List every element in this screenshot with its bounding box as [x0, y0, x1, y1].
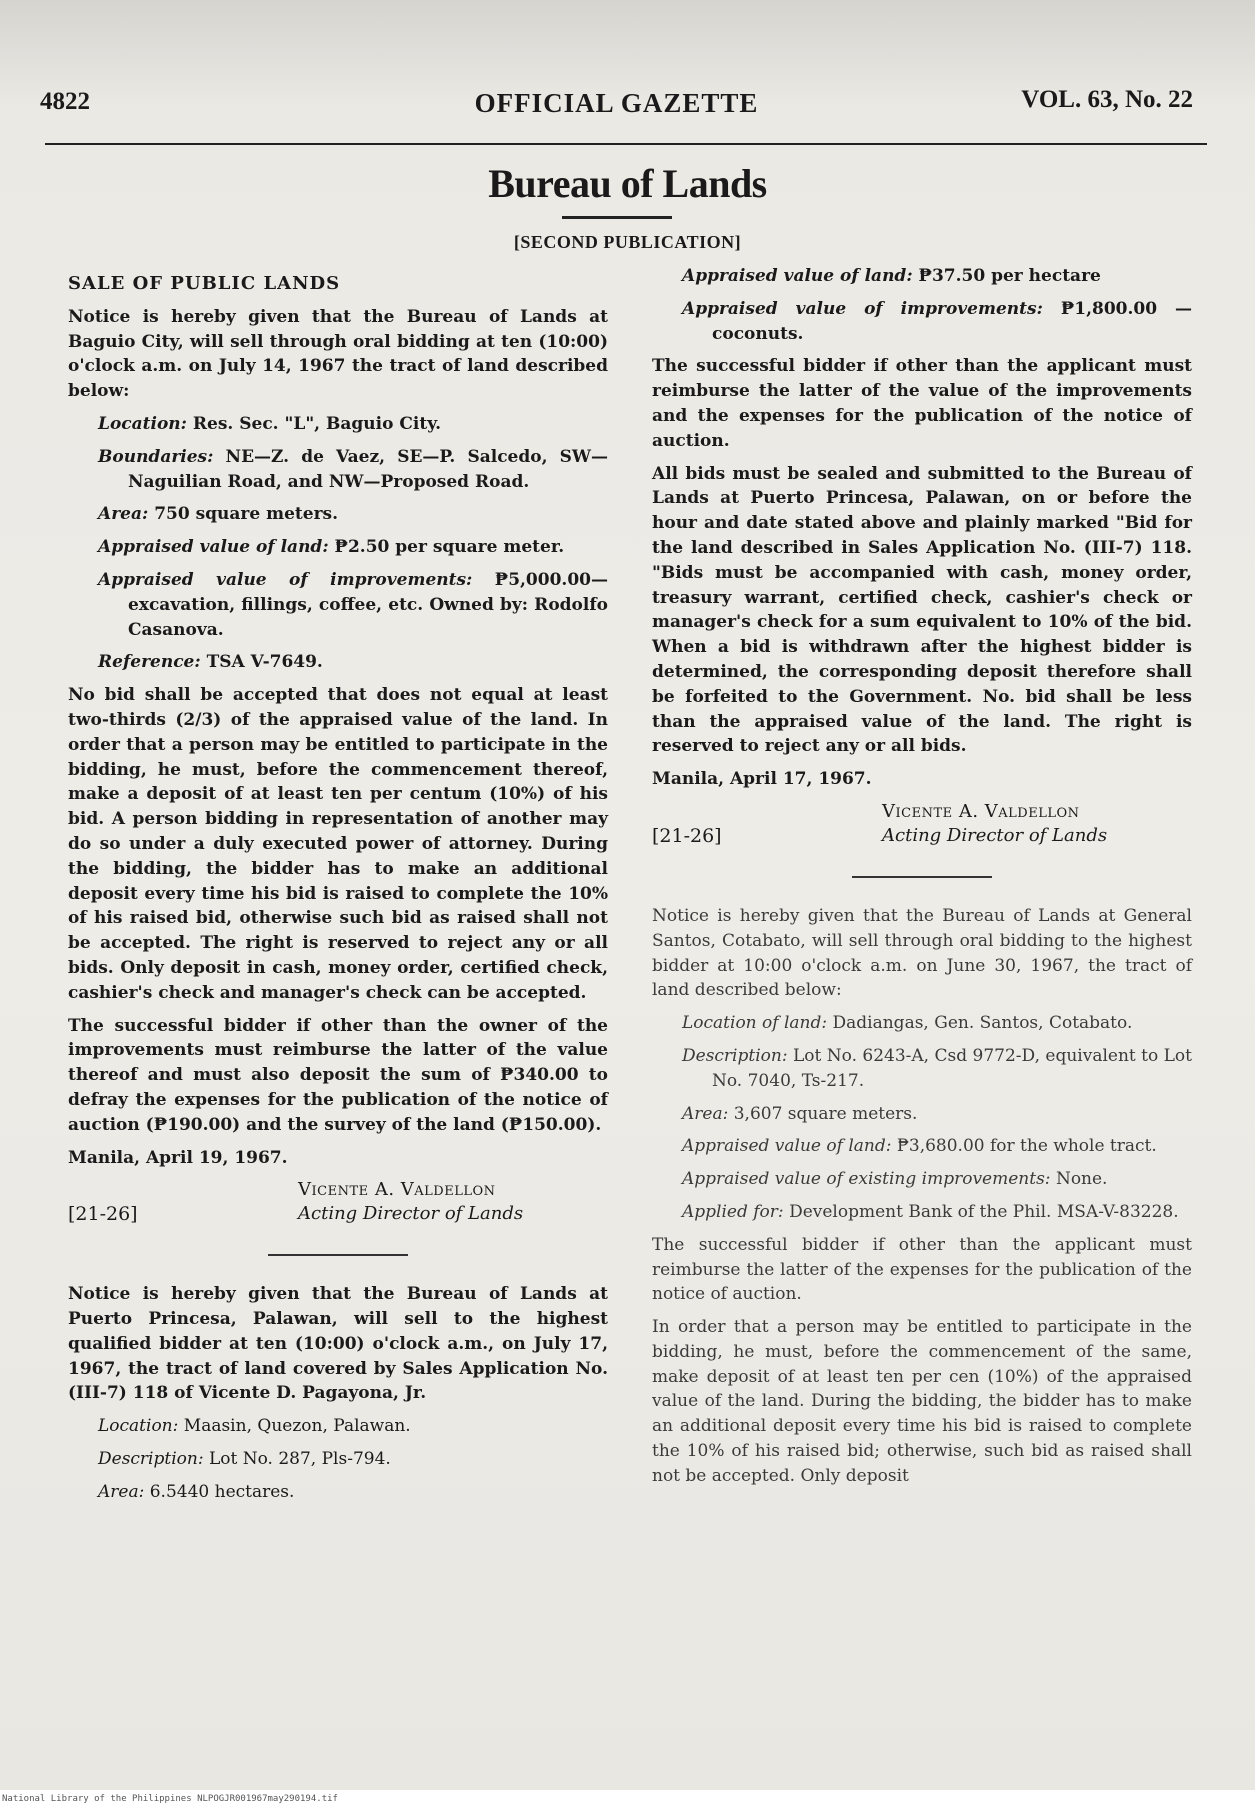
notice-date: Manila, April 19, 1967. [68, 1147, 288, 1168]
publication-run: [21-26] [652, 824, 722, 847]
sale-heading: SALE OF PUBLIC LANDS [68, 273, 341, 294]
improvements-value-line: Appraised value of improvements: ₱5,000.00—excavation, fillings, coffee, etc. Owned by: Rodolfo Casanova. [98, 569, 608, 640]
area-line: Area: 750 square meters. [98, 504, 339, 525]
publication-title: OFFICIAL GAZETTE [474, 88, 759, 118]
volume-number: VOL. 63, No. 22 [1021, 86, 1193, 113]
title-divider [562, 216, 672, 219]
publication-note: [SECOND PUBLICATION] [513, 232, 742, 252]
notice-separator [852, 876, 992, 878]
boundaries-line: Boundaries: NE—Z. de Vaez, SE—P. Salcedo, SW—Naguilian Road, and NW—Proposed Road. [98, 446, 609, 492]
reference-line: Reference: TSA V-7649. [98, 652, 323, 673]
palawan-improvements-value: Appraised value of improvements: ₱1,800.00 —coconuts. [682, 298, 1193, 344]
reimbursement-clause: The successful bidder if other than the owner of the improvements must reimburse the latter of the value thereof and must also deposit the sum of ₱340.00 to defray the expenses for the publication of the notice of auction (₱190.00) and the survey of the land (₱150.00). [68, 1015, 608, 1135]
section-heading: Bureau of Lands [488, 161, 767, 206]
right-column [652, 264, 1192, 1497]
cotabato-reimbursement: The successful bidder if other than the applicant must reimburse the latter of the expenses for the publication of the notice of auction. [652, 1234, 1192, 1305]
cotabato-applicant: Applied for: Development Bank of the Phil. MSA-V-83228. [682, 1201, 1179, 1222]
cotabato-description: Description: Lot No. 6243-A, Csd 9772-D, equivalent to Lot No. 7040, Ts-217. [682, 1045, 1192, 1091]
signatory-name: Vicente A. Valdellon [298, 1179, 496, 1201]
cotabato-notice: Notice is hereby given that the Bureau of Lands at General Santos, Cotabato, will sell through oral bidding to the highest bidder at 10:00 o'clock a.m. on June 30, 1967, the tract of land described below: [652, 905, 1192, 1001]
palawan-date: Manila, April 17, 1967. [652, 769, 872, 790]
notice-separator [268, 1254, 408, 1256]
signatory-title: Acting Director of Lands [882, 824, 1108, 846]
publication-run: [21-26] [68, 1203, 138, 1226]
signatory-name: Vicente A. Valdellon [882, 800, 1080, 822]
bid-conditions: No bid shall be accepted that does not equal at least two-thirds (2/3) of the appraised value of the land. In order that a person may be entitled to participate in the bidding, he must, before the commencement thereof, make a deposit of at least ten per centum (10%) of his bid. A person bidding in representation of another may do so under a duly executed power of attorney. During the bidding, the bidder has to make an additional deposit every time his bid is raised to complete the 10% of his raised bid, otherwise such bid as raised shall not be accepted. The right is reserved to reject any or all bids. Only deposit in cash, money order, certified check, cashier's check and manager's check can be accepted. [68, 685, 608, 1003]
cotabato-area: Area: 3,607 square meters. [682, 1103, 918, 1124]
signatory-title: Acting Director of Lands [298, 1203, 524, 1225]
scan-footer: National Library of the Philippines NLPOGJR001967may290194.tif [0, 1790, 1255, 1808]
left-column [68, 268, 608, 1513]
notice-intro: Notice is hereby given that the Bureau of Lands at Baguio City, will sell through oral bidding at ten (10:00) o'clock a.m. on July 14, 1967 the tract of land described below: [68, 306, 608, 402]
palawan-area: Area: 6.5440 hectares. [98, 1481, 295, 1502]
signature-block [652, 800, 1192, 854]
cotabato-deposit-rules: In order that a person may be entitled to participate in the bidding, he must, before the commencement of the same, make deposit of at least ten per cen (10%) of the appraised value of the land. During the bidding, the bidder has to make an additional deposit every time his bid is raised to complete the 10% of his raised bid; otherwise, such bid as raised shall not be accepted. Only deposit [652, 1317, 1192, 1486]
location-line: Location: Res. Sec. "L", Baguio City. [98, 413, 442, 434]
palawan-notice: Notice is hereby given that the Bureau of Lands at Puerto Princesa, Palawan, will sell to the highest qualified bidder at ten (10:00) o'clock a.m., on July 17, 1967, the tract of land covered by Sales Application No. (III-7) 118 of Vicente D. Pagayona, Jr. [68, 1284, 608, 1404]
palawan-location: Location: Maasin, Quezon, Palawan. [98, 1416, 411, 1437]
palawan-bid-rules: All bids must be sealed and submitted to the Bureau of Lands at Puerto Princesa, Palawan, on or before the hour and date stated above and plainly marked "Bid for the land described in Sales Application No. (III-7) 118. "Bids must be accompanied with cash, money order, treasury warrant, certified check, cashier's check or manager's check for a sum equivalent to 10% of the bid. When a bid is withdrawn after the highest bidder is determined, the corresponding deposit therefore shall be forfeited to the Government. No. bid shall be less than the appraised value of the land. The right is reserved to reject any or all bids. [652, 463, 1192, 757]
land-value-line: Appraised value of land: ₱2.50 per square meter. [98, 537, 565, 558]
page-number: 4822 [40, 88, 90, 115]
page-header [40, 82, 1193, 124]
palawan-reimbursement: The successful bidder if other than the applicant must reimburse the latter of the value of the improvements and the expenses for the publication of the notice of auction. [652, 356, 1192, 451]
palawan-description: Description: Lot No. 287, Pls-794. [98, 1449, 391, 1470]
signature-block [68, 1178, 608, 1232]
palawan-land-value: Appraised value of land: ₱37.50 per hectare [682, 266, 1101, 286]
header-rule [45, 143, 1207, 145]
cotabato-improvements: Appraised value of existing improvements: None. [682, 1169, 1108, 1190]
cotabato-location: Location of land: Dadiangas, Gen. Santos, Cotabato. [682, 1013, 1133, 1034]
cotabato-land-value: Appraised value of land: ₱3,680.00 for the whole tract. [682, 1136, 1157, 1157]
